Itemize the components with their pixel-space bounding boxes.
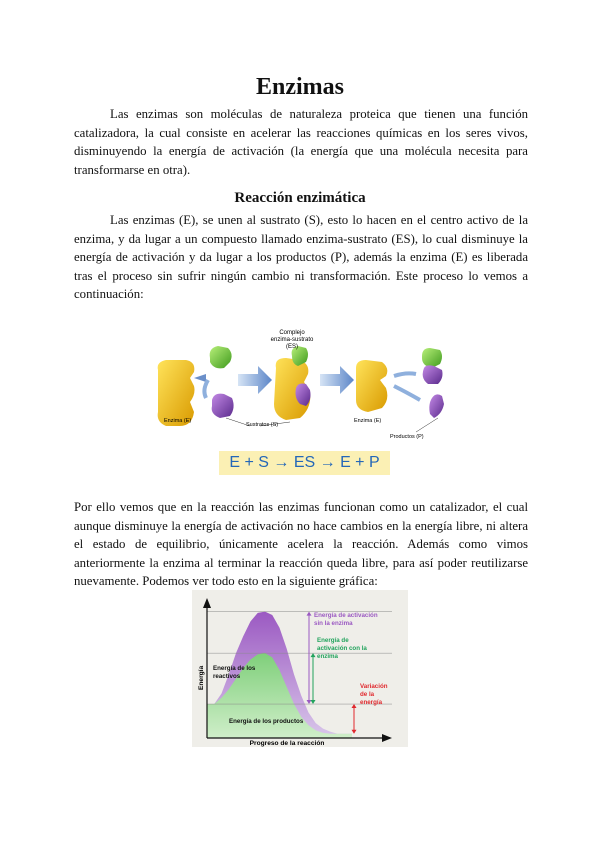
reactivos-label-1: Energía de los: [213, 665, 256, 672]
enzyme-right-label: Enzima (E): [354, 418, 382, 424]
act-con-label-1: Energía de: [317, 637, 349, 644]
enzyme-left-shape: [158, 360, 195, 426]
y-axis-label: Energía: [198, 665, 205, 690]
enzyme-right-shape: [356, 360, 387, 412]
arrow-icon: [194, 374, 206, 382]
energy-chart: [192, 590, 408, 747]
act-con-label-3: enzima: [317, 653, 338, 660]
reaction-equation: E + S → ES → E + P: [219, 451, 390, 475]
reactivos-label-2: reactivos: [213, 673, 241, 680]
complex-label-2: enzima-sustrato: [270, 337, 314, 343]
arrow-icon: [204, 380, 208, 398]
substrate-green-shape: [210, 346, 232, 368]
complex-label-3: (ES): [286, 344, 298, 350]
product-purple-small-shape: [429, 394, 444, 418]
variacion-label-3: energía: [360, 699, 383, 706]
substrate-purple-shape: [212, 394, 234, 418]
product-green-shape: [422, 348, 442, 368]
act-sin-label-1: Energía de activación: [314, 612, 378, 619]
product-purple-shape: [423, 365, 443, 384]
act-sin-label-2: sin la enzima: [314, 620, 353, 627]
big-arrow-icon: [320, 366, 354, 394]
section-heading: Reacción enzimática: [234, 190, 366, 206]
intro-paragraph: Las enzimas son moléculas de naturaleza proteica que tienen una función catalizadora, la cual consiste en acelerar las reacciones químicas en los seres vivos, disminuyendo la energía de activación (la energía que una molécula necesita para transformarse en otra).: [74, 107, 528, 177]
substrates-label: Sustratos (S): [246, 422, 279, 428]
arrow-icon: [394, 386, 420, 400]
act-con-label-2: activación con la: [317, 645, 367, 652]
conclusion-paragraph: Por ello vemos que en la reacción las enzimas funcionan como un catalizador, el cual aunque disminuye la energía de activación no hace cambios en la energía libre, ni altera el estado de equilibrio, únicamente acelera la reacción. Además como vimos anteriormente la enzima al terminar la reacción queda libre, para así poder reutilizarse nuevamente. Podemos ver todo esto en la siguiente gráfica:: [74, 500, 528, 589]
variacion-label-1: Variación: [360, 683, 388, 690]
big-arrow-icon: [238, 366, 272, 394]
productos-label: Energía de los productos: [229, 718, 304, 725]
enzyme-reaction-diagram: [150, 322, 460, 452]
enzyme-left-label: Enzima (E): [164, 418, 192, 424]
variacion-label-2: de la: [360, 691, 375, 698]
arrow-icon: [394, 373, 416, 376]
page-title: Enzimas: [255, 74, 344, 100]
x-axis-label: Progreso de la reacción: [249, 740, 325, 747]
products-label: Productos (P): [390, 434, 424, 440]
reaction-paragraph: Las enzimas (E), se unen al sustrato (S), esto lo hacen en el centro activo de la enzima, y da lugar a un compuesto llamado enzima-sustrato (ES), lo cual disminuye la energía de activación y da lugar a los productos (P), además la enzima (E) es liberada tras el proceso sin sufrir ningún cambio ni transformación. Este proceso lo vemos a continuación:: [74, 213, 528, 302]
complex-label-1: Complejo: [279, 330, 305, 336]
